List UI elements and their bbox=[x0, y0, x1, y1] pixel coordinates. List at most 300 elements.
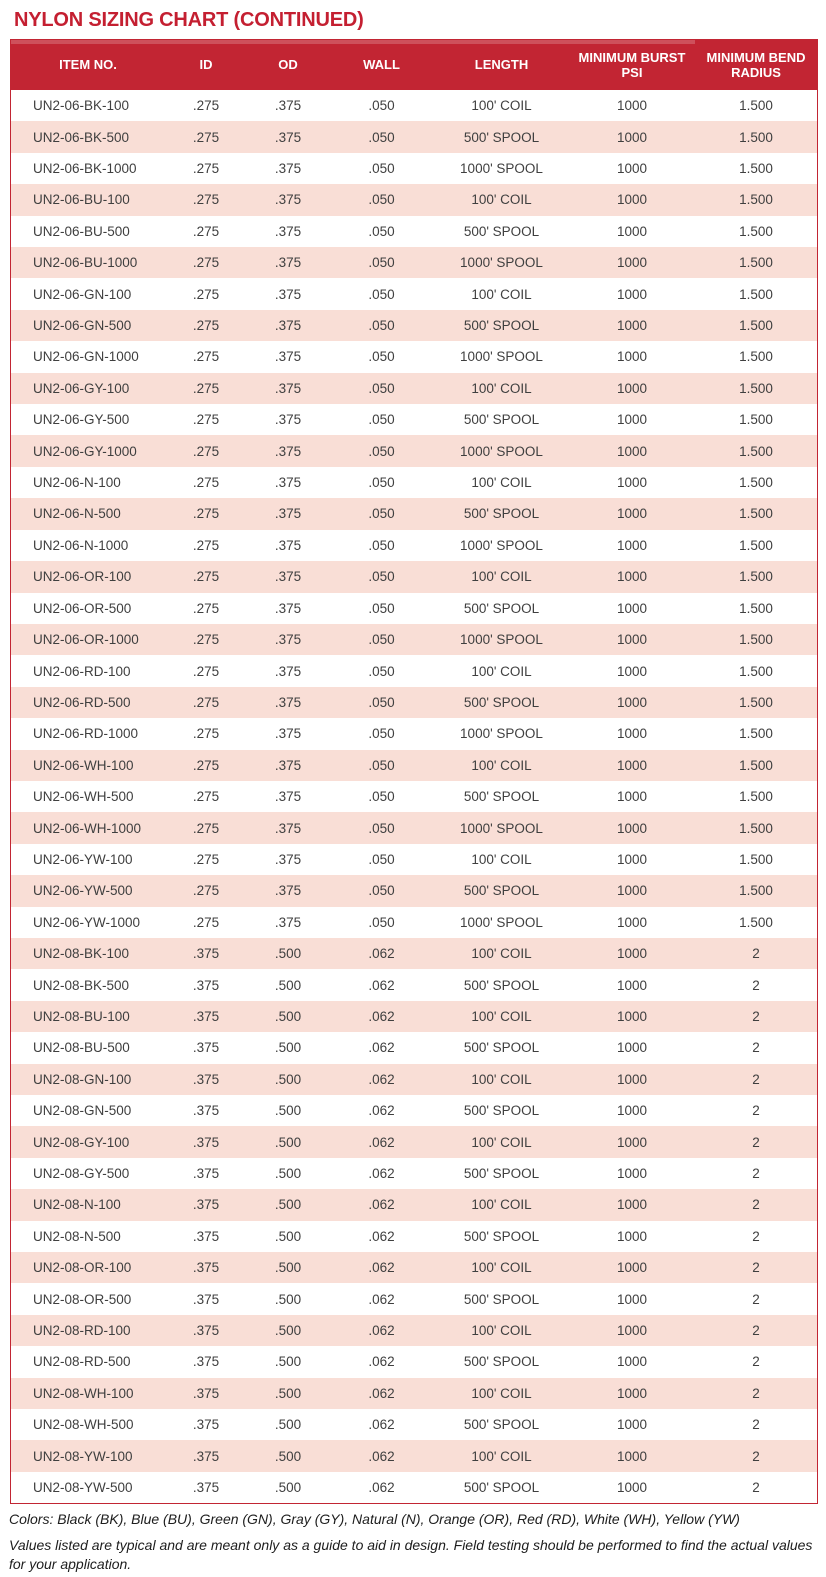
cell-od: .500 bbox=[274, 1008, 302, 1024]
table-row bbox=[11, 687, 817, 718]
cell-length: 100' COIL bbox=[471, 757, 532, 773]
cell-id: .375 bbox=[192, 1103, 220, 1119]
cell-id: .275 bbox=[192, 506, 220, 522]
cell-od: .500 bbox=[274, 1103, 302, 1119]
page-title: NYLON SIZING CHART (CONTINUED) bbox=[14, 9, 364, 31]
cell-id: .375 bbox=[192, 1040, 220, 1056]
cell-burst-psi: 1000 bbox=[616, 1040, 648, 1056]
cell-od: .500 bbox=[274, 1260, 302, 1276]
cell-length: 100' COIL bbox=[471, 192, 532, 208]
cell-wall: .050 bbox=[368, 726, 395, 742]
table-row bbox=[11, 90, 817, 121]
cell-item-no: UN2-08-N-500 bbox=[33, 1228, 121, 1244]
cell-od: .500 bbox=[274, 1385, 302, 1401]
table-row bbox=[11, 1158, 817, 1189]
cell-length: 100' COIL bbox=[471, 1323, 532, 1339]
cell-od: .500 bbox=[274, 1228, 302, 1244]
cell-item-no: UN2-08-BU-500 bbox=[33, 1040, 130, 1056]
cell-bend-radius: 1.500 bbox=[739, 318, 773, 334]
cell-item-no: UN2-08-WH-100 bbox=[33, 1385, 134, 1401]
cell-length: 500' SPOOL bbox=[463, 694, 540, 710]
table-row bbox=[11, 530, 817, 561]
cell-od: .500 bbox=[274, 1354, 302, 1370]
table-row bbox=[11, 1221, 817, 1252]
cell-od: .500 bbox=[274, 1197, 302, 1213]
table-row bbox=[11, 781, 817, 812]
cell-item-no: UN2-06-BU-100 bbox=[33, 192, 130, 208]
cell-wall: .050 bbox=[368, 380, 395, 396]
cell-length: 500' SPOOL bbox=[463, 977, 540, 993]
cell-wall: .050 bbox=[368, 412, 395, 428]
cell-id: .275 bbox=[192, 318, 220, 334]
cell-id: .375 bbox=[192, 946, 220, 962]
cell-length: 100' COIL bbox=[471, 1260, 532, 1276]
cell-bend-radius: 1.500 bbox=[739, 443, 773, 459]
cell-item-no: UN2-08-YW-500 bbox=[33, 1480, 133, 1496]
cell-id: .275 bbox=[192, 443, 220, 459]
cell-bend-radius: 2 bbox=[752, 1417, 760, 1433]
cell-bend-radius: 1.500 bbox=[739, 161, 773, 177]
cell-bend-radius: 1.500 bbox=[739, 914, 773, 930]
cell-wall: .062 bbox=[368, 1385, 395, 1401]
cell-length: 100' COIL bbox=[471, 946, 532, 962]
cell-burst-psi: 1000 bbox=[616, 851, 648, 867]
cell-id: .275 bbox=[192, 757, 220, 773]
cell-wall: .062 bbox=[368, 1480, 395, 1496]
cell-id: .275 bbox=[192, 349, 220, 365]
cell-length: 500' SPOOL bbox=[463, 129, 540, 145]
cell-length: 100' COIL bbox=[471, 851, 532, 867]
cell-od: .375 bbox=[274, 694, 302, 710]
cell-item-no: UN2-06-WH-500 bbox=[33, 789, 134, 805]
table-row bbox=[11, 310, 817, 341]
cell-burst-psi: 1000 bbox=[616, 506, 648, 522]
cell-length: 100' COIL bbox=[471, 1448, 532, 1464]
cell-burst-psi: 1000 bbox=[616, 977, 648, 993]
cell-id: .375 bbox=[192, 1008, 220, 1024]
cell-length: 500' SPOOL bbox=[463, 506, 540, 522]
cell-wall: .062 bbox=[368, 946, 395, 962]
cell-item-no: UN2-06-BK-100 bbox=[33, 98, 130, 114]
cell-id: .275 bbox=[192, 851, 220, 867]
cell-wall: .050 bbox=[368, 192, 395, 208]
cell-id: .375 bbox=[192, 1291, 220, 1307]
cell-bend-radius: 2 bbox=[752, 1134, 760, 1150]
cell-id: .275 bbox=[192, 286, 220, 302]
cell-length: 1000' SPOOL bbox=[460, 632, 543, 648]
table-row bbox=[11, 1472, 817, 1503]
cell-od: .500 bbox=[274, 1166, 302, 1182]
disclaimer-footnote: Values listed are typical and are meant only as a guide to aid in design. Field testing should be performed to find the actual values for your application. bbox=[9, 1537, 813, 1573]
cell-id: .375 bbox=[192, 1071, 220, 1087]
cell-burst-psi: 1000 bbox=[616, 129, 648, 145]
cell-id: .375 bbox=[192, 1417, 220, 1433]
cell-length: 1000' SPOOL bbox=[460, 255, 543, 271]
cell-item-no: UN2-08-GN-100 bbox=[33, 1071, 132, 1087]
cell-id: .375 bbox=[192, 1166, 220, 1182]
cell-od: .375 bbox=[274, 569, 302, 585]
cell-od: .375 bbox=[274, 192, 302, 208]
cell-burst-psi: 1000 bbox=[616, 883, 648, 899]
cell-item-no: UN2-08-GY-500 bbox=[33, 1166, 130, 1182]
cell-wall: .062 bbox=[368, 1291, 395, 1307]
cell-burst-psi: 1000 bbox=[616, 1103, 648, 1119]
cell-bend-radius: 1.500 bbox=[739, 789, 773, 805]
cell-item-no: UN2-06-YW-500 bbox=[33, 883, 133, 899]
cell-burst-psi: 1000 bbox=[616, 663, 648, 679]
cell-id: .275 bbox=[192, 537, 220, 553]
table-row bbox=[11, 373, 817, 404]
cell-id: .275 bbox=[192, 914, 220, 930]
cell-od: .500 bbox=[274, 1417, 302, 1433]
cell-id: .275 bbox=[192, 255, 220, 271]
cell-wall: .050 bbox=[368, 161, 395, 177]
cell-id: .275 bbox=[192, 600, 220, 616]
cell-od: .375 bbox=[274, 443, 302, 459]
cell-length: 100' COIL bbox=[471, 1385, 532, 1401]
cell-burst-psi: 1000 bbox=[616, 318, 648, 334]
table-row bbox=[11, 1095, 817, 1126]
cell-id: .375 bbox=[192, 1323, 220, 1339]
cell-wall: .050 bbox=[368, 537, 395, 553]
cell-bend-radius: 2 bbox=[752, 1166, 760, 1182]
cell-id: .375 bbox=[192, 1448, 220, 1464]
cell-item-no: UN2-06-OR-1000 bbox=[33, 632, 139, 648]
cell-id: .375 bbox=[192, 1134, 220, 1150]
cell-bend-radius: 1.500 bbox=[739, 98, 773, 114]
cell-burst-psi: 1000 bbox=[616, 1385, 648, 1401]
cell-burst-psi: 1000 bbox=[616, 537, 648, 553]
cell-wall: .062 bbox=[368, 1260, 395, 1276]
cell-bend-radius: 2 bbox=[752, 1385, 760, 1401]
cell-id: .275 bbox=[192, 223, 220, 239]
cell-wall: .062 bbox=[368, 1166, 395, 1182]
colors-footnote: Colors: Black (BK), Blue (BU), Green (GN), Gray (GY), Natural (N), Orange (OR), Red (RD), White (WH), Yellow (YW) bbox=[9, 1511, 740, 1528]
cell-wall: .062 bbox=[368, 1040, 395, 1056]
cell-length: 1000' SPOOL bbox=[460, 537, 543, 553]
table-row bbox=[11, 655, 817, 686]
table-row bbox=[11, 593, 817, 624]
table-row bbox=[11, 718, 817, 749]
cell-od: .375 bbox=[274, 412, 302, 428]
cell-length: 500' SPOOL bbox=[463, 789, 540, 805]
cell-wall: .062 bbox=[368, 1323, 395, 1339]
cell-bend-radius: 2 bbox=[752, 1071, 760, 1087]
column-header-od: OD bbox=[278, 57, 298, 73]
cell-id: .275 bbox=[192, 663, 220, 679]
cell-id: .275 bbox=[192, 380, 220, 396]
cell-bend-radius: 2 bbox=[752, 1040, 760, 1056]
cell-id: .275 bbox=[192, 632, 220, 648]
table-row bbox=[11, 1189, 817, 1220]
cell-item-no: UN2-06-RD-100 bbox=[33, 663, 131, 679]
cell-burst-psi: 1000 bbox=[616, 1197, 648, 1213]
cell-wall: .062 bbox=[368, 1417, 395, 1433]
cell-wall: .050 bbox=[368, 757, 395, 773]
cell-bend-radius: 1.500 bbox=[739, 129, 773, 145]
table-row bbox=[11, 216, 817, 247]
cell-item-no: UN2-08-BU-100 bbox=[33, 1008, 130, 1024]
cell-bend-radius: 2 bbox=[752, 1228, 760, 1244]
cell-burst-psi: 1000 bbox=[616, 255, 648, 271]
cell-wall: .050 bbox=[368, 694, 395, 710]
table-row bbox=[11, 341, 817, 372]
cell-length: 500' SPOOL bbox=[463, 1228, 540, 1244]
cell-burst-psi: 1000 bbox=[616, 380, 648, 396]
cell-bend-radius: 2 bbox=[752, 1480, 760, 1496]
cell-item-no: UN2-06-GY-100 bbox=[33, 380, 130, 396]
cell-item-no: UN2-06-BK-500 bbox=[33, 129, 130, 145]
cell-id: .275 bbox=[192, 820, 220, 836]
cell-burst-psi: 1000 bbox=[616, 946, 648, 962]
cell-id: .375 bbox=[192, 1260, 220, 1276]
table-row bbox=[11, 435, 817, 466]
cell-length: 100' COIL bbox=[471, 475, 532, 491]
cell-od: .375 bbox=[274, 663, 302, 679]
cell-wall: .062 bbox=[368, 1354, 395, 1370]
cell-item-no: UN2-06-GY-1000 bbox=[33, 443, 137, 459]
cell-bend-radius: 1.500 bbox=[739, 726, 773, 742]
cell-id: .275 bbox=[192, 726, 220, 742]
cell-item-no: UN2-08-RD-500 bbox=[33, 1354, 131, 1370]
cell-length: 1000' SPOOL bbox=[460, 349, 543, 365]
cell-bend-radius: 1.500 bbox=[739, 255, 773, 271]
cell-item-no: UN2-06-BU-500 bbox=[33, 223, 130, 239]
cell-bend-radius: 1.500 bbox=[739, 632, 773, 648]
cell-burst-psi: 1000 bbox=[616, 412, 648, 428]
table-row bbox=[11, 1064, 817, 1095]
cell-wall: .062 bbox=[368, 1071, 395, 1087]
cell-od: .500 bbox=[274, 977, 302, 993]
cell-wall: .050 bbox=[368, 663, 395, 679]
cell-od: .375 bbox=[274, 475, 302, 491]
cell-bend-radius: 2 bbox=[752, 1448, 760, 1464]
cell-item-no: UN2-08-RD-100 bbox=[33, 1323, 131, 1339]
table-row bbox=[11, 1315, 817, 1346]
table-row bbox=[11, 1032, 817, 1063]
cell-wall: .050 bbox=[368, 883, 395, 899]
cell-length: 1000' SPOOL bbox=[460, 443, 543, 459]
cell-length: 500' SPOOL bbox=[463, 1040, 540, 1056]
cell-wall: .050 bbox=[368, 820, 395, 836]
cell-length: 500' SPOOL bbox=[463, 1417, 540, 1433]
cell-wall: .050 bbox=[368, 632, 395, 648]
cell-bend-radius: 1.500 bbox=[739, 851, 773, 867]
cell-od: .500 bbox=[274, 1448, 302, 1464]
cell-item-no: UN2-06-RD-1000 bbox=[33, 726, 139, 742]
cell-od: .500 bbox=[274, 1323, 302, 1339]
cell-item-no: UN2-06-WH-100 bbox=[33, 757, 134, 773]
cell-od: .375 bbox=[274, 349, 302, 365]
cell-wall: .050 bbox=[368, 129, 395, 145]
cell-length: 500' SPOOL bbox=[463, 1103, 540, 1119]
cell-burst-psi: 1000 bbox=[616, 161, 648, 177]
cell-length: 500' SPOOL bbox=[463, 1480, 540, 1496]
cell-item-no: UN2-06-YW-100 bbox=[33, 851, 133, 867]
cell-id: .275 bbox=[192, 475, 220, 491]
column-header-min-bend-radius: MINIMUM BEND RADIUS bbox=[706, 49, 806, 80]
cell-bend-radius: 1.500 bbox=[739, 694, 773, 710]
cell-wall: .062 bbox=[368, 1228, 395, 1244]
cell-item-no: UN2-06-BU-1000 bbox=[33, 255, 138, 271]
table-row bbox=[11, 278, 817, 309]
cell-od: .375 bbox=[274, 98, 302, 114]
cell-burst-psi: 1000 bbox=[616, 694, 648, 710]
cell-od: .500 bbox=[274, 1134, 302, 1150]
cell-burst-psi: 1000 bbox=[616, 286, 648, 302]
cell-length: 500' SPOOL bbox=[463, 1291, 540, 1307]
cell-length: 100' COIL bbox=[471, 98, 532, 114]
cell-wall: .062 bbox=[368, 977, 395, 993]
cell-burst-psi: 1000 bbox=[616, 223, 648, 239]
cell-item-no: UN2-06-N-1000 bbox=[33, 537, 129, 553]
cell-bend-radius: 1.500 bbox=[739, 537, 773, 553]
cell-bend-radius: 1.500 bbox=[739, 380, 773, 396]
table-row bbox=[11, 1409, 817, 1440]
cell-od: .375 bbox=[274, 255, 302, 271]
footnotes bbox=[9, 1511, 818, 1574]
cell-wall: .062 bbox=[368, 1008, 395, 1024]
cell-od: .375 bbox=[274, 789, 302, 805]
cell-item-no: UN2-06-OR-100 bbox=[33, 569, 132, 585]
cell-burst-psi: 1000 bbox=[616, 1008, 648, 1024]
cell-burst-psi: 1000 bbox=[616, 1354, 648, 1370]
cell-wall: .050 bbox=[368, 318, 395, 334]
cell-bend-radius: 2 bbox=[752, 946, 760, 962]
table-row bbox=[11, 184, 817, 215]
table-row bbox=[11, 938, 817, 969]
cell-length: 500' SPOOL bbox=[463, 1354, 540, 1370]
cell-wall: .050 bbox=[368, 443, 395, 459]
table-row bbox=[11, 875, 817, 906]
table-row bbox=[11, 1252, 817, 1283]
cell-wall: .050 bbox=[368, 475, 395, 491]
cell-burst-psi: 1000 bbox=[616, 1166, 648, 1182]
table-row bbox=[11, 969, 817, 1000]
cell-burst-psi: 1000 bbox=[616, 349, 648, 365]
cell-id: .375 bbox=[192, 1354, 220, 1370]
cell-length: 100' COIL bbox=[471, 1071, 532, 1087]
table-row bbox=[11, 812, 817, 843]
table-row bbox=[11, 1126, 817, 1157]
cell-wall: .050 bbox=[368, 914, 395, 930]
cell-wall: .050 bbox=[368, 789, 395, 805]
cell-bend-radius: 1.500 bbox=[739, 663, 773, 679]
cell-od: .375 bbox=[274, 726, 302, 742]
cell-wall: .050 bbox=[368, 851, 395, 867]
cell-burst-psi: 1000 bbox=[616, 789, 648, 805]
cell-burst-psi: 1000 bbox=[616, 1480, 648, 1496]
cell-od: .375 bbox=[274, 537, 302, 553]
cell-id: .275 bbox=[192, 98, 220, 114]
cell-wall: .050 bbox=[368, 506, 395, 522]
cell-item-no: UN2-08-N-100 bbox=[33, 1197, 121, 1213]
table-row bbox=[11, 467, 817, 498]
cell-wall: .062 bbox=[368, 1197, 395, 1213]
cell-bend-radius: 2 bbox=[752, 977, 760, 993]
cell-id: .275 bbox=[192, 694, 220, 710]
cell-bend-radius: 2 bbox=[752, 1008, 760, 1024]
column-header-length: LENGTH bbox=[474, 57, 529, 73]
cell-id: .375 bbox=[192, 1480, 220, 1496]
cell-wall: .050 bbox=[368, 255, 395, 271]
cell-length: 100' COIL bbox=[471, 1008, 532, 1024]
cell-bend-radius: 1.500 bbox=[739, 506, 773, 522]
cell-length: 500' SPOOL bbox=[463, 1166, 540, 1182]
cell-bend-radius: 1.500 bbox=[739, 223, 773, 239]
cell-id: .275 bbox=[192, 789, 220, 805]
cell-item-no: UN2-08-GY-100 bbox=[33, 1134, 130, 1150]
cell-item-no: UN2-08-YW-100 bbox=[33, 1448, 133, 1464]
cell-length: 500' SPOOL bbox=[463, 318, 540, 334]
cell-length: 1000' SPOOL bbox=[460, 820, 543, 836]
table-row bbox=[11, 153, 817, 184]
cell-length: 100' COIL bbox=[471, 1197, 532, 1213]
cell-od: .500 bbox=[274, 946, 302, 962]
cell-id: .275 bbox=[192, 569, 220, 585]
cell-burst-psi: 1000 bbox=[616, 1134, 648, 1150]
cell-length: 500' SPOOL bbox=[463, 412, 540, 428]
cell-id: .275 bbox=[192, 883, 220, 899]
cell-od: .375 bbox=[274, 757, 302, 773]
cell-length: 100' COIL bbox=[471, 569, 532, 585]
cell-length: 500' SPOOL bbox=[463, 600, 540, 616]
cell-bend-radius: 1.500 bbox=[739, 883, 773, 899]
cell-item-no: UN2-06-N-500 bbox=[33, 506, 121, 522]
cell-burst-psi: 1000 bbox=[616, 600, 648, 616]
cell-burst-psi: 1000 bbox=[616, 475, 648, 491]
cell-id: .375 bbox=[192, 977, 220, 993]
table-row bbox=[11, 624, 817, 655]
cell-item-no: UN2-08-BK-500 bbox=[33, 977, 130, 993]
cell-length: 100' COIL bbox=[471, 663, 532, 679]
cell-item-no: UN2-08-GN-500 bbox=[33, 1103, 132, 1119]
cell-od: .375 bbox=[274, 600, 302, 616]
cell-item-no: UN2-06-N-100 bbox=[33, 475, 121, 491]
cell-id: .375 bbox=[192, 1228, 220, 1244]
cell-length: 100' COIL bbox=[471, 286, 532, 302]
table-row bbox=[11, 1440, 817, 1471]
cell-bend-radius: 2 bbox=[752, 1323, 760, 1339]
cell-item-no: UN2-08-BK-100 bbox=[33, 946, 130, 962]
cell-id: .275 bbox=[192, 129, 220, 145]
cell-id: .375 bbox=[192, 1385, 220, 1401]
cell-od: .375 bbox=[274, 129, 302, 145]
cell-od: .375 bbox=[274, 851, 302, 867]
cell-bend-radius: 1.500 bbox=[739, 600, 773, 616]
cell-wall: .050 bbox=[368, 223, 395, 239]
cell-item-no: UN2-06-GY-500 bbox=[33, 412, 130, 428]
cell-bend-radius: 2 bbox=[752, 1354, 760, 1370]
cell-item-no: UN2-06-GN-100 bbox=[33, 286, 132, 302]
cell-id: .275 bbox=[192, 192, 220, 208]
table-row bbox=[11, 907, 817, 938]
cell-length: 1000' SPOOL bbox=[460, 726, 543, 742]
cell-burst-psi: 1000 bbox=[616, 1291, 648, 1307]
table-row bbox=[11, 498, 817, 529]
cell-length: 1000' SPOOL bbox=[460, 161, 543, 177]
table-row bbox=[11, 561, 817, 592]
cell-bend-radius: 1.500 bbox=[739, 569, 773, 585]
cell-burst-psi: 1000 bbox=[616, 569, 648, 585]
cell-bend-radius: 1.500 bbox=[739, 286, 773, 302]
cell-wall: .062 bbox=[368, 1134, 395, 1150]
cell-item-no: UN2-06-GN-1000 bbox=[33, 349, 139, 365]
cell-od: .375 bbox=[274, 914, 302, 930]
cell-od: .375 bbox=[274, 632, 302, 648]
cell-od: .375 bbox=[274, 883, 302, 899]
cell-burst-psi: 1000 bbox=[616, 632, 648, 648]
